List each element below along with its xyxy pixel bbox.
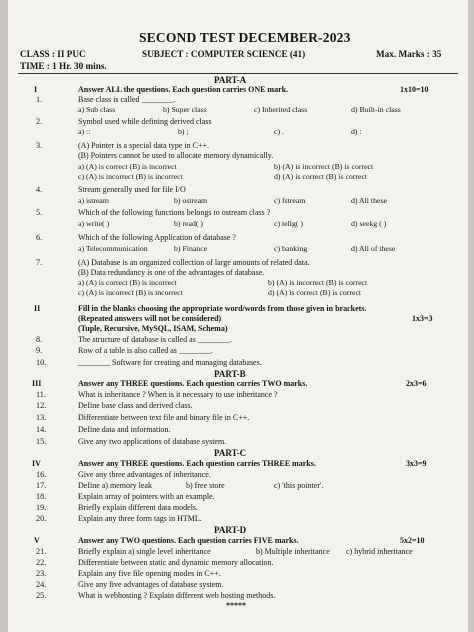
q12-text: Define base class and derived class. [78, 401, 193, 410]
q2-option-c: c) . [274, 127, 284, 136]
q9-text: Row of a table is also called as ________. [78, 346, 213, 355]
section-3-number: III [32, 379, 42, 388]
q12-number: 12. [36, 401, 47, 410]
q11-number: 11. [36, 390, 46, 399]
q4-option-d: d) All these [351, 196, 387, 205]
q5-option-a: a) write( ) [78, 219, 110, 228]
q17-part-c: c) 'this pointer'. [274, 481, 324, 490]
q5-option-d: d) seekg ( ) [351, 219, 387, 228]
header-divider [18, 73, 458, 74]
q5-option-b: b) read( ) [174, 219, 204, 228]
exam-paper [8, 0, 468, 632]
q6-option-b: b) Finance [174, 244, 208, 253]
section-5-instruction: Answer any TWO questions. Each question carries FIVE marks. [78, 536, 299, 545]
part-a-heading: PART-A [214, 75, 247, 85]
part-c-heading: PART-C [214, 448, 247, 458]
section-3-instruction: Answer any THREE questions. Each question carries TWO marks. [78, 379, 308, 388]
q5-number: 5. [36, 208, 43, 217]
q10-text: ________ Software for creating and managing databases. [78, 358, 262, 367]
class-label: CLASS : II PUC [20, 49, 86, 59]
q2-option-b: b) ; [178, 127, 189, 136]
q3-option-c: c) (A) is incorrect (B) is incorrect [78, 172, 183, 181]
q16-text: Give any three advantages of inheritance. [78, 470, 211, 479]
q3-option-a: a) (A) is correct (B) is incorrect [78, 162, 177, 171]
q17-text: Define a) memory leak [78, 481, 152, 490]
part-b-heading: PART-B [214, 369, 246, 379]
subject-label: SUBJECT : COMPUTER SCIENCE (41) [142, 49, 306, 59]
q22-text: Differentiate between static and dynamic memory allocation. [78, 558, 274, 567]
q9-number: 9. [36, 346, 43, 355]
q24-text: Give any five advantages of database system. [78, 580, 224, 589]
q1-option-d: d) Built-in class [351, 105, 401, 114]
q1-option-a: a) Sub class [78, 105, 116, 114]
q7-option-a: a) (A) is correct (B) is incorrect [78, 278, 177, 287]
q24-number: 24. [36, 580, 47, 589]
q19-number: 19. [36, 503, 47, 512]
q21-number: 21. [36, 547, 47, 556]
q4-text: Stream generally used for file I/O [78, 185, 186, 194]
section-2-word-bank: (Tuple, Recursive, MySQL, ISAM, Schema) [78, 324, 228, 333]
section-4-instruction: Answer any THREE questions. Each question carries THREE marks. [78, 459, 316, 468]
q17-number: 17. [36, 481, 47, 490]
q3-option-b: b) (A) is incorrect (B) is correct [274, 162, 374, 171]
time-label: TIME : 1 Hr. 30 mins. [20, 61, 107, 71]
section-2-instruction: Fill in the blanks choosing the appropriate word/words from those given in brackets. [78, 304, 367, 313]
q2-number: 2. [36, 117, 43, 126]
section-2-number: II [34, 304, 41, 313]
q7-option-c: c) (A) is incorrect (B) is incorrect [78, 288, 183, 297]
q7-number: 7. [36, 258, 43, 267]
q7-option-d: d) (A) is correct (B) is correct [268, 288, 362, 297]
q6-option-c: c) banking [274, 244, 308, 253]
q3-number: 3. [36, 141, 43, 150]
q1-text: Base class is called ________. [78, 95, 176, 104]
q18-text: Explain array of pointers with an example. [78, 492, 215, 501]
q4-option-c: c) fstream [274, 196, 306, 205]
q3-line-b: (B) Pointers cannot be used to allocate memory dynamically. [78, 151, 274, 160]
q25-text: What is webhosting ? Explain different web hosting methods. [78, 591, 276, 600]
q18-number: 18. [36, 492, 47, 501]
q17-part-b: b) free store [186, 481, 225, 490]
q2-option-a: a) :: [78, 127, 91, 136]
section-4-number: IV [32, 459, 41, 468]
q1-option-c: c) Inherited class [254, 105, 308, 114]
q13-number: 13. [36, 413, 47, 422]
q1-option-b: b) Super class [163, 105, 207, 114]
part-d-heading: PART-D [214, 525, 247, 535]
section-1-marks: 1x10=10 [400, 85, 429, 94]
section-2-marks: 1x3=3 [412, 314, 433, 323]
q15-text: Give any two applications of database system. [78, 437, 227, 446]
q8-number: 8. [36, 335, 43, 344]
q14-number: 14. [36, 425, 47, 434]
q5-text: Which of the following functions belongs to ostream class ? [78, 208, 271, 217]
q7-line-b: (B) Data redundancy is one of the advantages of database. [78, 268, 265, 277]
q7-line-a: (A) Database is an organized collection of large amounts of related data. [78, 258, 310, 267]
q23-text: Explain any five file opening modes in C++. [78, 569, 221, 578]
q22-number: 22. [36, 558, 47, 567]
q21-part-c: c) hybrid inheritance [346, 547, 413, 556]
q4-number: 4. [36, 185, 43, 194]
q6-number: 6. [36, 233, 43, 242]
section-5-number: V [34, 536, 40, 545]
q23-number: 23. [36, 569, 47, 578]
q8-text: The structure of database is called as ________. [78, 335, 232, 344]
q1-number: 1. [36, 95, 43, 104]
end-mark: ***** [226, 601, 246, 610]
q21-text: Briefly explain a) single level inheritance [78, 547, 211, 556]
q13-text: Differentiate between text file and binary file in C++. [78, 413, 250, 422]
q25-number: 25. [36, 591, 47, 600]
q15-number: 15. [36, 437, 47, 446]
q21-part-b: b) Multiple inheritance [256, 547, 330, 556]
q20-text: Explain any three form tags in HTML. [78, 514, 202, 523]
q3-line-a: (A) Pointer is a special data type in C++. [78, 141, 209, 150]
max-marks: Max. Marks : 35 [376, 49, 442, 59]
q2-option-d: d) : [351, 127, 362, 136]
q16-number: 16. [36, 470, 47, 479]
q7-option-b: b) (A) is incorrect (B) is correct [268, 278, 368, 287]
q14-text: Define data and information. [78, 425, 171, 434]
q6-option-d: d) All of these [351, 244, 396, 253]
section-4-marks: 3x3=9 [406, 459, 427, 468]
q6-option-a: a) Telecommunication [78, 244, 148, 253]
section-1-number: I [34, 85, 38, 94]
section-2-note: (Repeated answers will not be considered) [78, 314, 222, 323]
q4-option-b: b) ostream [174, 196, 208, 205]
q3-option-d: d) (A) is correct (B) is correct [274, 172, 368, 181]
q4-option-a: a) istream [78, 196, 109, 205]
q11-text: What is inheritance ? When is it necessary to use inheritance ? [78, 390, 278, 399]
exam-title: SECOND TEST DECEMBER-2023 [139, 30, 351, 45]
q20-number: 20. [36, 514, 47, 523]
section-1-instruction: Answer ALL the questions. Each question carries ONE mark. [78, 85, 289, 94]
q19-text: Briefly explain different data models. [78, 503, 199, 512]
section-3-marks: 2x3=6 [406, 379, 427, 388]
q2-text: Symbol used while defining derived class [78, 117, 212, 126]
q5-option-c: c) tellg( ) [274, 219, 304, 228]
q6-text: Which of the following Application of database ? [78, 233, 236, 242]
q10-number: 10. [36, 358, 47, 367]
section-5-marks: 5x2=10 [400, 536, 425, 545]
